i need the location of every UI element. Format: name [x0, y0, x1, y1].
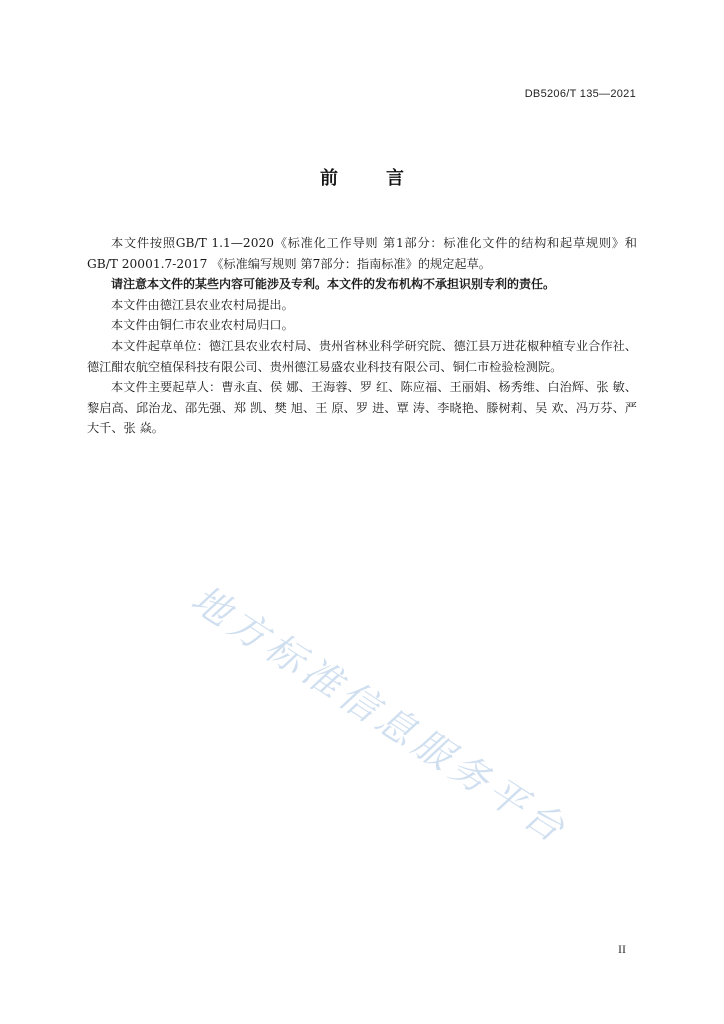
paragraph-proposer: 本文件由德江县农业农村局提出。 — [111, 297, 294, 312]
paragraph-drafters: 本文件主要起草人：曹永直、侯 娜、王海蓉、罗 红、陈应福、王丽娟、杨秀维、白治辉、张 敏、黎启高、邱治龙、邵先强、郑 凯、樊 旭、王 原、罗 进、覃 涛、李晓艳、滕树莉、吴 欢、冯万芬、严大千、张 焱。 — [87, 380, 637, 436]
paragraph-drafting-rules: 本文件按照GB/T 1.1—2020《标准化工作导则 第1部分：标准化文件的结构和起草规则》和GB/T 20001.7-2017 《标准编写规则 第7部分：指南标准》的规定起草。 — [87, 236, 637, 271]
document-code: DB5206/T 135—2021 — [524, 88, 636, 100]
title-char-2: 言 — [386, 168, 404, 189]
title-char-1: 前 — [320, 168, 338, 189]
page-number: II — [618, 942, 626, 956]
page-title — [0, 164, 724, 190]
paragraph-drafting-units: 本文件起草单位：德江县农业农村局、贵州省林业科学研究院、德江县万进花椒种植专业合作社、德江酣农航空植保科技有限公司、贵州德江易盛农业科技有限公司、铜仁市检验检测院。 — [87, 338, 637, 374]
paragraph-administrator: 本文件由铜仁市农业农村局归口。 — [111, 318, 294, 333]
paragraph-patent-notice: 请注意本文件的某些内容可能涉及专利。本文件的发布机构不承担识别专利的责任。 — [111, 277, 556, 292]
foreword-body — [87, 233, 637, 439]
watermark: 地方标准信息服务平台 — [183, 576, 577, 854]
